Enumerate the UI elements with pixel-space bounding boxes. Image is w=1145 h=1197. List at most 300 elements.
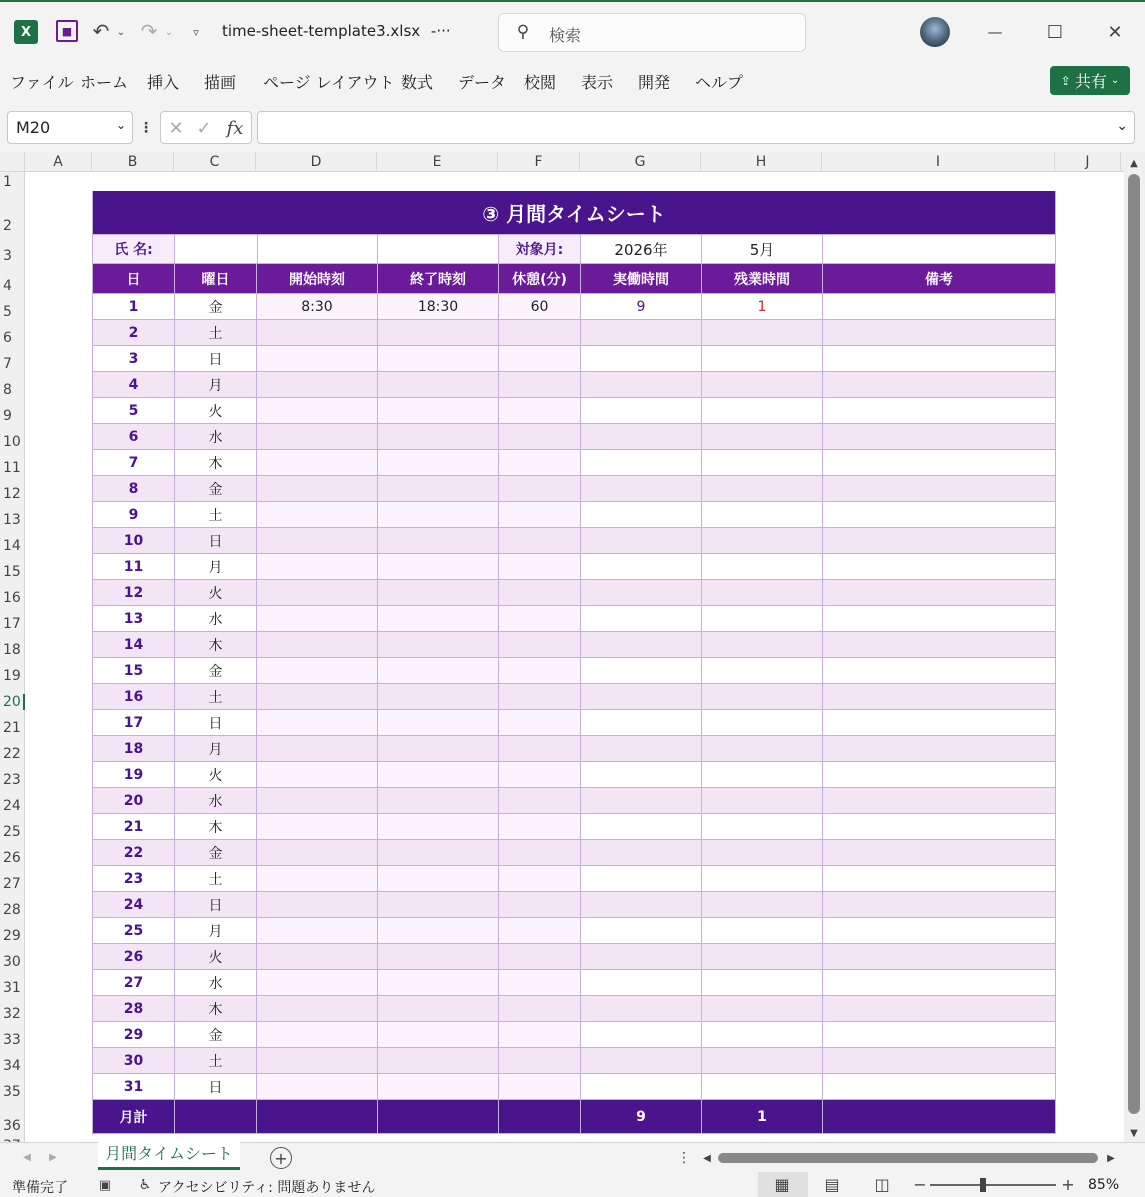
avatar[interactable] [920,17,950,47]
row-1-work[interactable]: 9 [581,294,702,320]
row-14-end[interactable] [378,632,499,658]
row-12-break[interactable] [499,580,581,606]
undo-icon[interactable]: ↶ [92,19,110,43]
row-28-break[interactable] [499,996,581,1022]
row-20-day[interactable]: 20 [93,788,175,814]
row-14-note[interactable] [823,632,1056,658]
row-11-note[interactable] [823,554,1056,580]
row-12-work[interactable] [581,580,702,606]
row-9-day[interactable]: 9 [93,502,175,528]
column-header-c[interactable]: C [174,152,256,172]
tab-insert[interactable]: 挿入 [147,73,180,92]
row-header-26[interactable]: 26 [3,850,21,866]
header-weekday[interactable]: 曜日 [175,264,257,294]
next-sheet-icon[interactable]: ▶ [49,1151,57,1163]
row-1-end[interactable]: 18:30 [378,294,499,320]
row-2-work[interactable] [581,320,702,346]
row-31-weekday[interactable]: 日 [175,1074,257,1100]
total-overtime[interactable]: 1 [702,1100,823,1134]
row-24-start[interactable] [257,892,378,918]
row-10-overtime[interactable] [702,528,823,554]
row-6-break[interactable] [499,424,581,450]
row-21-work[interactable] [581,814,702,840]
row-header-33[interactable]: 33 [3,1032,21,1048]
row-8-start[interactable] [257,476,378,502]
row-8-overtime[interactable] [702,476,823,502]
tab-review[interactable]: 校閲 [524,73,557,92]
tab-data[interactable]: データ [458,73,507,92]
row-25-start[interactable] [257,918,378,944]
scroll-right-icon[interactable]: ▶ [1107,1152,1115,1164]
row-22-overtime[interactable] [702,840,823,866]
row-23-break[interactable] [499,866,581,892]
row-23-end[interactable] [378,866,499,892]
row-30-overtime[interactable] [702,1048,823,1074]
row-5-overtime[interactable] [702,398,823,424]
row-10-end[interactable] [378,528,499,554]
row-header-21[interactable]: 21 [3,720,21,736]
row-21-start[interactable] [257,814,378,840]
row-25-end[interactable] [378,918,499,944]
row-16-start[interactable] [257,684,378,710]
row-26-break[interactable] [499,944,581,970]
tab-help[interactable]: ヘルプ [695,73,744,92]
row-13-break[interactable] [499,606,581,632]
row-13-overtime[interactable] [702,606,823,632]
row-16-work[interactable] [581,684,702,710]
row-15-overtime[interactable] [702,658,823,684]
row-25-day[interactable]: 25 [93,918,175,944]
row-20-end[interactable] [378,788,499,814]
row-25-break[interactable] [499,918,581,944]
row-3-day[interactable]: 3 [93,346,175,372]
row-29-note[interactable] [823,1022,1056,1048]
row-header-17[interactable]: 17 [3,616,21,632]
row-15-start[interactable] [257,658,378,684]
row-2-start[interactable] [257,320,378,346]
row-22-day[interactable]: 22 [93,840,175,866]
row-11-work[interactable] [581,554,702,580]
tab-page-layout[interactable]: ページ レイアウト [263,73,395,92]
row-3-work[interactable] [581,346,702,372]
row-3-note[interactable] [823,346,1056,372]
row-19-start[interactable] [257,762,378,788]
row-9-start[interactable] [257,502,378,528]
select-all-corner[interactable] [0,152,25,172]
row-11-break[interactable] [499,554,581,580]
row-11-day[interactable]: 11 [93,554,175,580]
row-3-start[interactable] [257,346,378,372]
row-1-break[interactable]: 60 [499,294,581,320]
row-10-day[interactable]: 10 [93,528,175,554]
row-1-start[interactable]: 8:30 [257,294,378,320]
row-24-overtime[interactable] [702,892,823,918]
tab-home[interactable]: ホーム [80,73,129,92]
total-end[interactable] [378,1100,499,1134]
column-header-a[interactable]: A [25,152,92,172]
row-4-work[interactable] [581,372,702,398]
row-24-note[interactable] [823,892,1056,918]
worksheet-grid[interactable] [25,172,1120,1142]
row-header-1[interactable]: 1 [3,174,12,190]
vertical-scroll-thumb[interactable] [1128,174,1140,1114]
row-23-start[interactable] [257,866,378,892]
row-25-note[interactable] [823,918,1056,944]
row-28-day[interactable]: 28 [93,996,175,1022]
row-29-break[interactable] [499,1022,581,1048]
row-7-note[interactable] [823,450,1056,476]
column-header-e[interactable]: E [377,152,498,172]
row-13-weekday[interactable]: 水 [175,606,257,632]
row-header-16[interactable]: 16 [3,590,21,606]
row-20-overtime[interactable] [702,788,823,814]
row-17-weekday[interactable]: 日 [175,710,257,736]
row-19-note[interactable] [823,762,1056,788]
row-3-weekday[interactable]: 日 [175,346,257,372]
sheet-title[interactable]: ③ 月間タイムシート [93,191,1056,235]
row-8-day[interactable]: 8 [93,476,175,502]
save-icon[interactable]: ■ [56,20,78,42]
row-27-day[interactable]: 27 [93,970,175,996]
header-break[interactable]: 休憩(分) [499,264,581,294]
row-header-14[interactable]: 14 [3,538,21,554]
tab-developer[interactable]: 開発 [638,73,671,92]
name-label[interactable]: 氏 名: [93,235,175,264]
row-6-overtime[interactable] [702,424,823,450]
row-30-start[interactable] [257,1048,378,1074]
row-19-end[interactable] [378,762,499,788]
row-header-36[interactable]: 36 [3,1118,21,1134]
column-header-d[interactable]: D [256,152,377,172]
row-5-end[interactable] [378,398,499,424]
share-button[interactable] [1050,66,1130,95]
row-12-end[interactable] [378,580,499,606]
row-header-12[interactable]: 12 [3,486,21,502]
row-31-work[interactable] [581,1074,702,1100]
row-22-start[interactable] [257,840,378,866]
row-29-end[interactable] [378,1022,499,1048]
row-header-15[interactable]: 15 [3,564,21,580]
row-30-day[interactable]: 30 [93,1048,175,1074]
row-27-overtime[interactable] [702,970,823,996]
row-11-overtime[interactable] [702,554,823,580]
page-break-view-icon[interactable]: ◫ [874,1175,890,1194]
row-15-weekday[interactable]: 金 [175,658,257,684]
minimize-button[interactable]: — [987,23,1003,41]
row-5-weekday[interactable]: 火 [175,398,257,424]
row-12-day[interactable]: 12 [93,580,175,606]
row-29-day[interactable]: 29 [93,1022,175,1048]
row-22-note[interactable] [823,840,1056,866]
row-21-overtime[interactable] [702,814,823,840]
row-1-note[interactable] [823,294,1056,320]
row-19-weekday[interactable]: 火 [175,762,257,788]
row-15-day[interactable]: 15 [93,658,175,684]
row-5-note[interactable] [823,398,1056,424]
row-17-break[interactable] [499,710,581,736]
row-header-11[interactable]: 11 [3,460,21,476]
row-13-note[interactable] [823,606,1056,632]
row-12-overtime[interactable] [702,580,823,606]
row-31-note[interactable] [823,1074,1056,1100]
row-header-8[interactable]: 8 [3,382,12,398]
row-30-end[interactable] [378,1048,499,1074]
row-20-work[interactable] [581,788,702,814]
row-15-end[interactable] [378,658,499,684]
row-14-work[interactable] [581,632,702,658]
row-6-note[interactable] [823,424,1056,450]
row-11-weekday[interactable]: 月 [175,554,257,580]
row-header-20[interactable]: 20 [0,694,25,710]
total-weekday[interactable] [175,1100,257,1134]
row-23-note[interactable] [823,866,1056,892]
row-20-weekday[interactable]: 水 [175,788,257,814]
row-12-note[interactable] [823,580,1056,606]
row-26-day[interactable]: 26 [93,944,175,970]
header-overtime[interactable]: 残業時間 [702,264,823,294]
row-header-32[interactable]: 32 [3,1006,21,1022]
row-17-overtime[interactable] [702,710,823,736]
row-16-break[interactable] [499,684,581,710]
row-5-work[interactable] [581,398,702,424]
row-header-23[interactable]: 23 [3,772,21,788]
total-label[interactable]: 月計 [93,1100,175,1134]
column-header-i[interactable]: I [822,152,1055,172]
row-23-work[interactable] [581,866,702,892]
row-10-note[interactable] [823,528,1056,554]
row-7-start[interactable] [257,450,378,476]
row-9-end[interactable] [378,502,499,528]
row-7-weekday[interactable]: 木 [175,450,257,476]
info-blank-cell[interactable] [823,235,1056,264]
macro-record-icon[interactable]: ▣ [98,1177,112,1193]
row-3-overtime[interactable] [702,346,823,372]
row-header-29[interactable]: 29 [3,928,21,944]
row-30-weekday[interactable]: 土 [175,1048,257,1074]
row-8-work[interactable] [581,476,702,502]
row-14-overtime[interactable] [702,632,823,658]
row-21-note[interactable] [823,814,1056,840]
row-14-day[interactable]: 14 [93,632,175,658]
total-work[interactable]: 9 [581,1100,702,1134]
row-17-note[interactable] [823,710,1056,736]
more-options-icon[interactable]: ⋮ [139,120,153,136]
row-22-weekday[interactable]: 金 [175,840,257,866]
row-14-weekday[interactable]: 木 [175,632,257,658]
row-2-weekday[interactable]: 土 [175,320,257,346]
enter-icon[interactable]: ✓ [196,117,212,139]
row-21-break[interactable] [499,814,581,840]
row-23-weekday[interactable]: 土 [175,866,257,892]
row-17-start[interactable] [257,710,378,736]
row-2-break[interactable] [499,320,581,346]
row-31-break[interactable] [499,1074,581,1100]
row-22-break[interactable] [499,840,581,866]
insert-function-icon[interactable]: fx [226,117,244,139]
row-header-18[interactable]: 18 [3,642,21,658]
row-header-9[interactable]: 9 [3,408,12,424]
row-25-weekday[interactable]: 月 [175,918,257,944]
row-19-work[interactable] [581,762,702,788]
row-17-work[interactable] [581,710,702,736]
row-2-overtime[interactable] [702,320,823,346]
row-21-weekday[interactable]: 木 [175,814,257,840]
row-30-note[interactable] [823,1048,1056,1074]
row-header-30[interactable]: 30 [3,954,21,970]
row-7-day[interactable]: 7 [93,450,175,476]
row-3-end[interactable] [378,346,499,372]
zoom-slider[interactable] [930,1184,1056,1186]
maximize-button[interactable]: ☐ [1046,21,1064,43]
zoom-slider-thumb[interactable] [980,1178,986,1192]
row-8-note[interactable] [823,476,1056,502]
row-28-work[interactable] [581,996,702,1022]
row-18-work[interactable] [581,736,702,762]
row-30-break[interactable] [499,1048,581,1074]
formula-input[interactable] [257,111,1135,144]
row-22-end[interactable] [378,840,499,866]
add-sheet-icon[interactable]: + [270,1147,292,1169]
tab-split-handle[interactable]: ⋮ [677,1150,691,1166]
header-day[interactable]: 日 [93,264,175,294]
row-6-weekday[interactable]: 水 [175,424,257,450]
target-month-label[interactable]: 対象月: [499,235,581,264]
row-header-34[interactable]: 34 [3,1058,21,1074]
total-break[interactable] [499,1100,581,1134]
month-cell[interactable]: 5月 [702,235,823,264]
row-29-weekday[interactable]: 金 [175,1022,257,1048]
vertical-scrollbar[interactable] [1124,152,1145,1142]
row-27-weekday[interactable]: 水 [175,970,257,996]
row-14-start[interactable] [257,632,378,658]
column-header-j[interactable]: J [1055,152,1121,172]
row-header-10[interactable]: 10 [3,434,21,450]
name-extra-cell[interactable] [378,235,499,264]
row-9-overtime[interactable] [702,502,823,528]
tab-formulas[interactable]: 数式 [401,73,434,92]
header-start[interactable]: 開始時刻 [257,264,378,294]
column-header-b[interactable]: B [92,152,174,172]
accessibility-icon[interactable]: ♿ [138,1177,152,1193]
row-header-2[interactable]: 2 [3,218,12,234]
expand-formula-icon[interactable]: ⌄ [1116,118,1128,134]
row-9-break[interactable] [499,502,581,528]
row-16-day[interactable]: 16 [93,684,175,710]
row-18-break[interactable] [499,736,581,762]
zoom-in-icon[interactable]: + [1061,1175,1075,1194]
horizontal-scroll-thumb[interactable] [718,1153,1098,1163]
row-12-weekday[interactable]: 火 [175,580,257,606]
row-8-break[interactable] [499,476,581,502]
row-18-end[interactable] [378,736,499,762]
row-header-4[interactable]: 4 [3,278,12,294]
header-work[interactable]: 実働時間 [581,264,702,294]
row-9-weekday[interactable]: 土 [175,502,257,528]
row-2-day[interactable]: 2 [93,320,175,346]
row-27-work[interactable] [581,970,702,996]
row-29-work[interactable] [581,1022,702,1048]
row-header-28[interactable]: 28 [3,902,21,918]
row-28-overtime[interactable] [702,996,823,1022]
row-8-end[interactable] [378,476,499,502]
row-header-22[interactable]: 22 [3,746,21,762]
row-header-6[interactable]: 6 [3,330,12,346]
column-header-h[interactable]: H [701,152,822,172]
row-10-work[interactable] [581,528,702,554]
zoom-out-icon[interactable]: − [913,1175,927,1194]
row-10-weekday[interactable]: 日 [175,528,257,554]
row-10-start[interactable] [257,528,378,554]
row-6-day[interactable]: 6 [93,424,175,450]
row-1-day[interactable]: 1 [93,294,175,320]
row-header-3[interactable]: 3 [3,248,12,264]
row-header-7[interactable]: 7 [3,356,12,372]
row-18-weekday[interactable]: 月 [175,736,257,762]
row-30-work[interactable] [581,1048,702,1074]
row-13-end[interactable] [378,606,499,632]
total-note[interactable] [823,1100,1056,1134]
scroll-up-icon[interactable]: ▲ [1130,157,1138,169]
total-start[interactable] [257,1100,378,1134]
row-26-start[interactable] [257,944,378,970]
tab-draw[interactable]: 描画 [204,73,237,92]
prev-sheet-icon[interactable]: ◀ [23,1151,31,1163]
row-header-31[interactable]: 31 [3,980,21,996]
row-4-overtime[interactable] [702,372,823,398]
row-24-break[interactable] [499,892,581,918]
row-26-note[interactable] [823,944,1056,970]
row-24-day[interactable]: 24 [93,892,175,918]
row-23-day[interactable]: 23 [93,866,175,892]
row-7-work[interactable] [581,450,702,476]
row-5-day[interactable]: 5 [93,398,175,424]
row-27-note[interactable] [823,970,1056,996]
row-23-overtime[interactable] [702,866,823,892]
row-header-19[interactable]: 19 [3,668,21,684]
row-16-note[interactable] [823,684,1056,710]
row-2-note[interactable] [823,320,1056,346]
name-box[interactable] [7,111,133,144]
row-31-start[interactable] [257,1074,378,1100]
row-24-work[interactable] [581,892,702,918]
header-note[interactable]: 備考 [823,264,1056,294]
row-27-break[interactable] [499,970,581,996]
row-7-overtime[interactable] [702,450,823,476]
row-28-start[interactable] [257,996,378,1022]
row-15-work[interactable] [581,658,702,684]
row-26-overtime[interactable] [702,944,823,970]
row-4-end[interactable] [378,372,499,398]
row-9-work[interactable] [581,502,702,528]
close-button[interactable]: ✕ [1107,21,1123,43]
row-26-work[interactable] [581,944,702,970]
row-10-break[interactable] [499,528,581,554]
row-18-note[interactable] [823,736,1056,762]
row-21-end[interactable] [378,814,499,840]
row-1-weekday[interactable]: 金 [175,294,257,320]
row-29-start[interactable] [257,1022,378,1048]
row-28-weekday[interactable]: 木 [175,996,257,1022]
page-layout-view-icon[interactable]: ▤ [824,1175,840,1194]
row-8-weekday[interactable]: 金 [175,476,257,502]
customize-toolbar-icon[interactable]: ▿ [193,25,199,39]
accessibility-status[interactable]: アクセシビリティ: 問題ありません [158,1180,376,1196]
row-2-end[interactable] [378,320,499,346]
row-29-overtime[interactable] [702,1022,823,1048]
row-header-13[interactable]: 13 [3,512,21,528]
row-18-overtime[interactable] [702,736,823,762]
row-28-end[interactable] [378,996,499,1022]
